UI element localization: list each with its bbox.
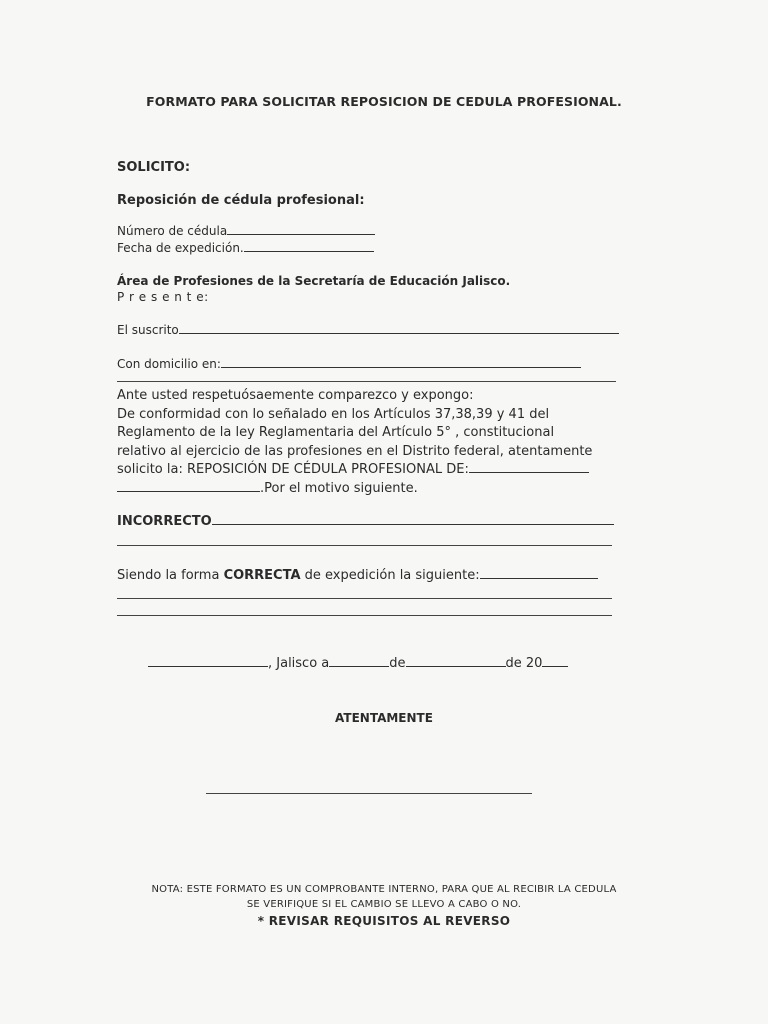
exposition-paragraph xyxy=(117,387,592,499)
nota-line-1: NOTA: ESTE FORMATO ES UN COMPROBANTE INTERNO, PARA QUE AL RECIBIR LA CEDULA xyxy=(151,884,617,895)
signature-line[interactable] xyxy=(206,793,532,794)
incorrecto-extra-line[interactable] xyxy=(117,545,612,546)
para-line-2: De conformidad con lo señalado en los Artículos 37,38,39 y 41 del xyxy=(117,406,550,422)
para-line-5: solicito la: REPOSICIÓN DE CÉDULA PROFESIONAL DE: xyxy=(117,462,469,478)
para-line-6: .Por el motivo siguiente. xyxy=(260,480,418,496)
incorrecto-row xyxy=(117,514,614,529)
numero-cedula-row xyxy=(117,224,375,238)
atentamente-text: ATENTAMENTE xyxy=(335,711,433,725)
motivo-prefix-field[interactable] xyxy=(117,490,260,492)
correcta-extra-line-1[interactable] xyxy=(117,598,612,599)
suscrito-row xyxy=(117,323,619,337)
domicilio-extra-line[interactable] xyxy=(117,381,616,382)
numero-cedula-label: Número de cédula xyxy=(117,224,228,238)
incorrecto-field[interactable] xyxy=(212,523,614,525)
incorrecto-label: INCORRECTO xyxy=(117,514,212,529)
correcta-post: de expedición la siguiente: xyxy=(300,568,480,583)
ciudad-field[interactable] xyxy=(148,665,268,667)
correcta-row xyxy=(117,568,598,583)
domicilio-row xyxy=(117,357,581,371)
para-line-3: Reglamento de la ley Reglamentaria del Artículo 5° , constitucional xyxy=(117,425,555,441)
para-line-5-row xyxy=(117,461,592,480)
area-profesiones: Área de Profesiones de la Secretaría de Educación Jalisco. xyxy=(117,274,511,288)
de-text-2: de 20 xyxy=(505,656,543,671)
fecha-expedicion-label: Fecha de expedición. xyxy=(117,241,244,255)
correcta-pre: Siendo la forma xyxy=(117,568,224,583)
solicito-heading: SOLICITO: xyxy=(117,160,191,175)
domicilio-field[interactable] xyxy=(221,366,581,368)
fecha-lugar-row xyxy=(148,656,568,671)
mes-field[interactable] xyxy=(406,665,506,667)
revisar-requisitos: * REVISAR REQUISITOS AL REVERSO xyxy=(257,914,511,928)
para-line-4: relativo al ejercicio de las profesiones en el Distrito federal, atentamente xyxy=(117,443,593,459)
correcta-field[interactable] xyxy=(480,577,598,579)
form-title: FORMATO PARA SOLICITAR REPOSICION DE CEDULA PROFESIONAL. xyxy=(146,94,622,109)
para-line-6-row xyxy=(117,480,592,499)
dia-field[interactable] xyxy=(329,665,389,667)
cedula-de-field[interactable] xyxy=(469,471,589,473)
anio-field[interactable] xyxy=(542,665,568,667)
reposicion-subtitle: Reposición de cédula profesional: xyxy=(117,193,365,208)
nota-line-2: SE VERIFIQUE SI EL CAMBIO SE LLEVO A CABO O NO. xyxy=(246,899,522,910)
fecha-expedicion-field[interactable] xyxy=(244,250,374,252)
para-line-1: Ante usted respetuósaemente comparezco y expongo: xyxy=(117,388,474,403)
numero-cedula-field[interactable] xyxy=(227,233,375,235)
suscrito-field[interactable] xyxy=(179,332,619,334)
correcta-bold: CORRECTA xyxy=(223,568,301,583)
suscrito-label: El suscrito xyxy=(117,323,179,337)
correcta-extra-line-2[interactable] xyxy=(117,615,612,616)
jalisco-text: , Jalisco a xyxy=(268,656,330,671)
de-text-1: de xyxy=(389,656,406,671)
domicilio-label: Con domicilio en: xyxy=(117,357,221,371)
fecha-expedicion-row xyxy=(117,241,374,255)
presente-text: P r e s e n t e: xyxy=(117,290,209,304)
